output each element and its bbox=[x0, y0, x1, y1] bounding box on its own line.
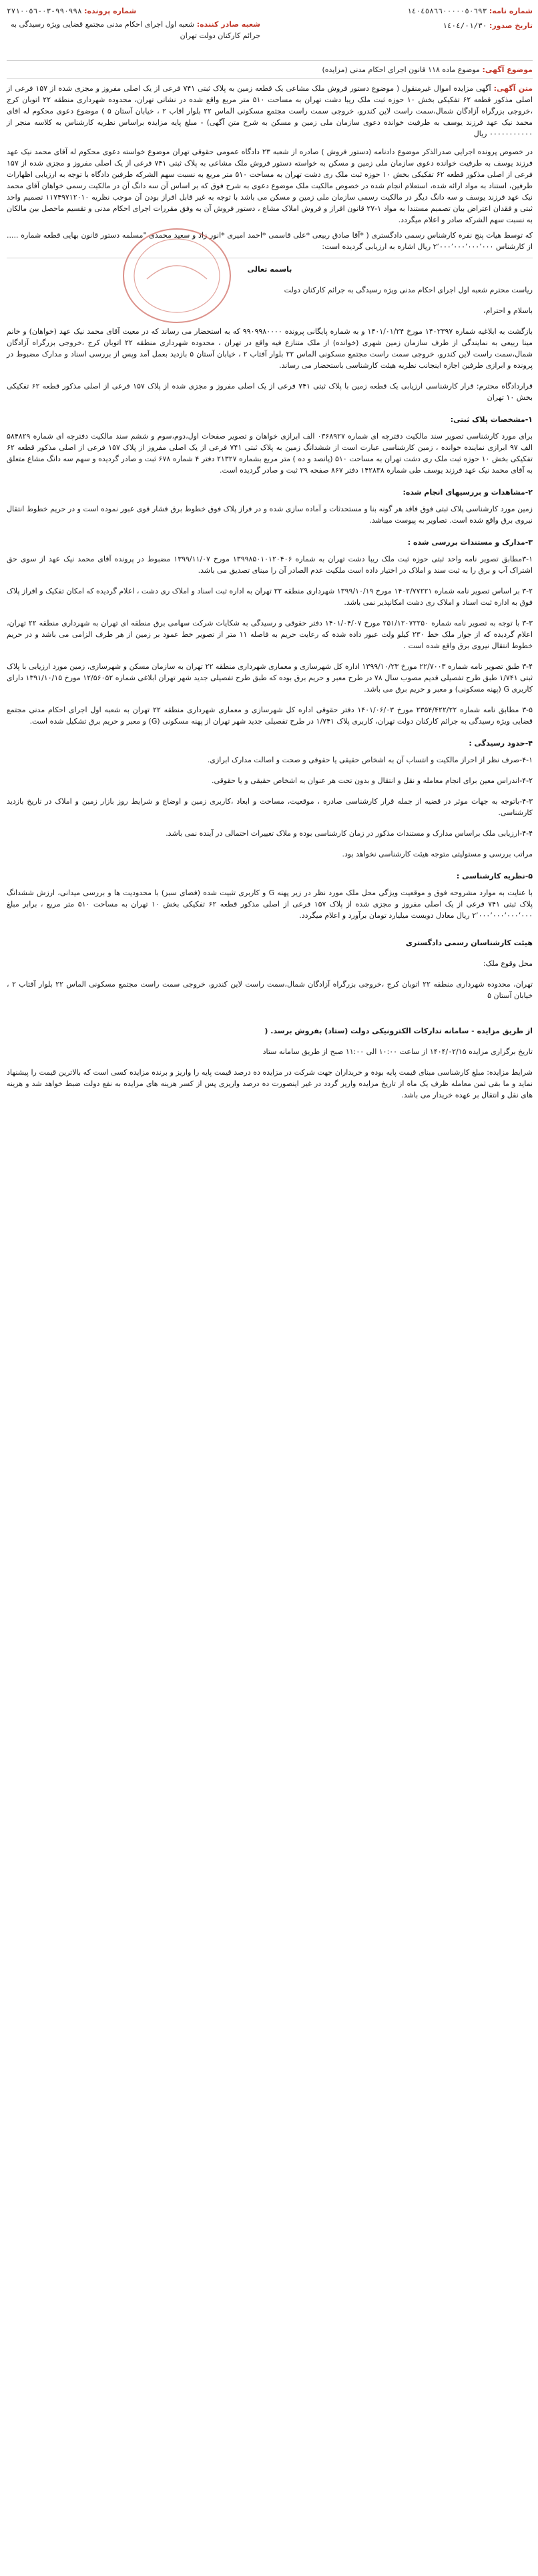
letter-number: شماره نامه: ١٤٠٤٥٨٦٦٠٠٠٠٠٥٠٦٩٣ bbox=[407, 7, 533, 15]
section-1-title: ۱-مشخصات پلاک ثبتی: bbox=[450, 415, 533, 424]
issue-date: تاریخ صدور: ١٤٠٤/٠١/٣٠ bbox=[443, 21, 533, 30]
section-3-title: ۳-مدارک و مستندات بررسی شده : bbox=[407, 538, 533, 547]
section-3-item: ۳-۴ طبق تصویر نامه شماره ۲۲/۷۰۰۳ مورخ ۱۳۹۹/۱۰/۲۳ اداره کل شهرسازی و معماری شهرداری منطقه ۲۲ تهران به سازمان مسکن و شهرسازی، زمین مورد ارزیابی با پلاک ثبتی ۱/۷۴۱ طبق طرح تفصیلی قدیم مصوب سال ۷۸ در طرح معبر و حریم برق بوده که طبق طرح تفصیلی جدید شهر تهران ابلاغی شماره ۱۲/۵۶۰۵۲ مورخ ۱۳۹۱/۱۰/۱۵ دارای کاربری G (پهنه مسکونی) و معبر و حریم برق می باشد. bbox=[7, 662, 533, 694]
issuing-branch: شعبه صادر کننده: شعبه اول اجرای احکام مدنی مجتمع قضایی ویژه رسیدگی به جرائم کارکنان دولت تهران bbox=[11, 20, 260, 40]
section-4-item: ۴-۴-ارزیابی ملک براساس مدارک و مستندات مذکور در زمان کارشناسی بوده و ملاک تغییرات احتمالی در آینده نمی باشد. bbox=[166, 829, 533, 838]
section-1-text: برای مورد کارشناسی تصویر سند مالکیت دفترچه ای شماره ۰۳۶۸۹۲۷ الف ابرازی خواهان و تصویر صفحات اول،دوم،سوم و ششم سند مالکیت دفترچه ای شماره ۵۸۴۸۲۹ الف ۹۷ ابرازی نماینده خوانده ، زمین کارشناسی عبارت است از ششدانگ زمین به پلاک ثبتی ۷۴۱ فرعی از یک اصلی مفروز از پلاک ۱۵۷ فرعی از اصلی مذکور قطعه ۶۲ تفکیکی بخش ۱۰ حوزه ثبت ملک ری دشت تهران به مساحت ۵۱۰ (پانصد و ده ) متر مربع بشماره ۲۱۳۲۷ دفتر ۴ شماره ۶۷۸ ثبت و صادر گردیده و سهم سه دانگ مشاع متعلق به آقای محمد نیک عهد فرزند یوسف طی شماره ۱۴۲۸۳۸ دفتر ۸۶۷ صفحه ۲۹ ثبت و صادر گردیده است. bbox=[7, 432, 533, 475]
official-stamp-icon bbox=[120, 226, 234, 326]
auction-line: شرایط مزایده: مبلغ کارشناسی مبنای قیمت پایه بوده و خریداران جهت شرکت در مزایده ده درصد قیمت پایه را واریز و برنده مزایده کسی است که بالاترین قیمت را پیشنهاد نماید و ما بقی ثمن معامله ظرف یک ماه از تاریخ مزایده واریز گردد در غیر اینصورت ده درصد واریزی پس از کسر هزینه های مزایده به نفع دولت ضبط خواهد شد و هزینه های نقل و انتقال بر عهده خریدار می باشد. bbox=[7, 1068, 533, 1099]
section-4-item: ۴-۱-صرف نظر از احراز مالکیت و انتساب آن به اشخاص حقیقی یا حقوقی و صحت و اصالت مدارک ابرازی. bbox=[207, 756, 533, 764]
header-row-1 bbox=[7, 4, 533, 19]
notice-lead: متن آگهی: آگهی مزایده اموال غیرمنقول ( موضوع دستور فروش ملک مشاعی یک قطعه زمین به پلاک ثبتی ۷۴۱ فرعی از یک اصلی مفروز و مجزی شده از ۱۵۷ فرعی از اصلی مذکور قطعه ۶۲ تفکیکی بخش ۱۰ حوزه ثبت ملک ریبا دشت تهران به مساحت ۵۱۰ متر مربع واقع شده در نشانی تهران، محدوده شهرداری منطقه ۲۲ اتوبان کرج ،خروجی بزرگراه آزادگان شمال،سمت راست لاین کندرو، خروجی سمت راست مجتمع مسکونی الماس ۲۲ بلوار اقاب ۲ ، خیابان آستان ۵ ) موضوع دعوی محکوم له اقای محمد نیک عهد فرزند یوسف به طرفیت خوانده دعوی سازمان ملی زمین و مسکن به شرح متن آگهی) - مبلغ پایه مزایده براساس نظریه کارشناس به کلاسه منجر از ٠٠٠٠٠٠٠٠٠٠٠ ریال در خصوص پرونده اجرایی صدرالذکر موضوع دادنامه (دستور فروش ) صادره از شعبه ۲۳ دادگاه عمومی حقوقی تهران موضوع خواسته دعوی محکوم له آقای محمد نیک عهد فرزند یوسف به طرفیت خوانده دعوی سازمان ملی زمین و مسکن به خواسته دستور فروش ملک مشاعی به پلاک ثبتی ۷۴۱ فرعی از یک اصلی مفروز و مجزی شده از ۱۵۷ فرعی از اصلی مذکور قطعه ۶۲ تفکیکی بخش ۱۰ حوزه ثبت ملک ری دشت تهران به مساحت ۵۱۰ متر مربع به نسبت سهم الشرکه طرفین دادگاه با توجه به ارزیابی اظهارات طرفین، استناد به مواد ارائه شده، استعلام انجام شده در خصوص مالکیت ملک موضوع دعوی به شرح فوق که بر اساس آن سه دانگ آن در مالکیت رسمی خواهان آقای محمد نیک عهد فرزند یوسف و سه دانگ دیگر در مالکیت رسمی سازمان ملی زمین و مسکن می باشد با توجه به غیر قابل افراز بودن آن موجب نظریه ۱۱۷۴۹۷۱۲۰۱۰ تصمیم واحد ثبتی و فقدان اعتراض بیان تصمیم مستندا به مواد ۱-۲۷ قانون افراز و فروش املاک مشاع ، دستور فروش آن به وفق مقررات اجرای احکام مدنی و تقسیم ماحصل بین مالکان به نسبت سهم الشرکه صادر و اعلام میگردد. که توسط هیات پنج نفره کارشناس رسمی دادگستری ( *آقا صادق ربیعی *علی قاسمی *احمد امیری *انور زاد و سعید محمدی "مسلمه دستور قانون بهایی قطعه شماره ..... از کارشناس ۲٬۰۰۰٬۰۰۰٬۰۰۰٬۰۰۰ ریال اشاره به ارزیابی گردیده است: bbox=[7, 83, 533, 252]
section-2-text: زمین مورد کارشناسی پلاک ثبتی فوق فاقد هر گونه بنا و مستحدثات و آماده سازی شده و در فراز پلاک فوق خطوط برق فشار قوی عبور نموده است و در حریم خطوط انتقال نیروی برق واقع شده است. تصاویر به پیوست میباشد. bbox=[7, 505, 533, 525]
report-intro: بازگشت به ابلاغیه شماره ۱۴۰۲۳۹۷ مورخ ۱۴۰۱/۰۱/۲۴ و به شماره پایگانی پرونده ٩٩٠٩٩٨٠٠٠٠ که به استحضار می رساند که در معیت آقای محمد نیک عهد (خواهان) و خانم مینا ربیعی به نمایندگی از طرف سازمان زمین شهری (خوانده) از ملک متنازع فیه واقع در تهران ، محدوده شهرداری منطقه ۲۲ اتوبان کرج ،خروجی بزرگراه آزادگان شمال،سمت راست لاین کندرو، خروجی سمت راست مجتمع مسکونی الماس ۲۲ بلوار آفتاب ۲ ، خیابان آستان ۵ بازدید بعمل آمد وپس از بررسی اسناد و مدارک مضبوط در پرونده و ابرازی طرفین اجازه اینجانب نظریه هیئت کارشناسی باستحضار می رساند. bbox=[7, 327, 533, 370]
expert-report bbox=[7, 264, 533, 1101]
section-5-text: با عنایت به موارد مشروحه فوق و موقعیت ویژگی محل ملک مورد نظر در زیر پهنه G و کاربری تثبیت شده (فضای سبز) با محدودیت ها و بررسی میدانی، ارزش ششدانگ پلاک ثبتی ۷۴۱ فرعی از یک اصلی مفروز و مجزی شده از پلاک ۱۵۷ فرعی از اصلی مذکور قطعه ۶۲ تفکیکی بخش ۱۰ تهران به مساحت ۵۱۰ متر مربع ، برابر مبلغ ۲٬۰۰۰٬۰۰۰٬۰۰۰٬۰۰۰ ریال معادل دویست میلیارد تومان برآورد و اعلام میگردد. bbox=[7, 888, 533, 920]
auction-line: تاریخ برگزاری مزایده ۱۴۰۴/۰۲/۱۵ از ساعت ۱۰:۰۰ الی ۱۱:۰۰ صبح از طریق سامانه ستاد bbox=[262, 1047, 533, 1056]
section-3-item: ۳-۵ مطابق نامه شماره ۲۳۵۴/۴۲۲/۲۲ مورخ ۱۴۰۱/۰۶/۰۳ دفتر حقوقی اداره کل شهرسازی و معماری شهرداری منطقه ۲۲ تهران به شعبه اول اجرای احکام مدنی مجتمع قضایی ویژه رسیدگی به جرائم کارکنان دولت تهران، کاربری پلاک ۱/۷۴۱ در طرح تفصیلی جدید شهر تهران از پهنه مسکونی (G) و معبر و حریم برق تشکیل شده است. bbox=[7, 706, 533, 726]
notice-paragraph-2: در خصوص پرونده اجرایی صدرالذکر موضوع دادنامه (دستور فروش ) صادره از شعبه ۲۳ دادگاه عمومی حقوقی تهران موضوع خواسته دعوی محکوم له آقای محمد نیک عهد فرزند یوسف به طرفیت خوانده دعوی سازمان ملی زمین و مسکن به خواسته دستور فروش ملک مشاعی به پلاک ثبتی ۷۴۱ فرعی از یک اصلی مفروز و مجزی شده از ۱۵۷ فرعی از اصلی مذکور قطعه ۶۲ تفکیکی بخش ۱۰ حوزه ثبت ملک ری دشت تهران به مساحت ۵۱۰ متر مربع به نسبت سهم الشرکه طرفین دادگاه با توجه به ارزیابی اظهارات طرفین، استناد به مواد ارائه شده، استعلام انجام شده در خصوص مالکیت ملک موضوع دعوی به شرح فوق که بر اساس آن سه دانگ آن در مالکیت رسمی خواهان آقای محمد نیک عهد فرزند یوسف و سه دانگ دیگر در مالکیت رسمی سازمان ملی زمین و مسکن می باشد با توجه به غیر قابل افراز بودن آن موجب نظریه ۱۱۷۴۹۷۱۲۰۱۰ تصمیم واحد ثبتی و فقدان اعتراض بیان تصمیم مستندا به مواد ۱-۲۷ قانون افراز و فروش املاک مشاع ، دستور فروش آن به وفق مقررات اجرای احکام مدنی و تقسیم ماحصل بین مالکان به نسبت سهم الشرکه صادر و اعلام میگردد. bbox=[7, 148, 533, 224]
subject-line: موضوع آگهی: موضوع ماده ۱۱۸ قانون اجرای احکام مدنی (مزایده) bbox=[7, 61, 533, 79]
section-3-item: ۳-۲ بر اساس تصویر نامه شماره ۱۴۰۲/۷۷۲۲۱ مورخ ۱۳۹۹/۱۰/۱۹ شهرداری منطقه ۲۲ تهران به اداره ثبت اسناد و املاک ری دشت ، اعلام گردیده که امکان تفکیک و افراز پلاک فوق به اداره ثبت اسناد و املاک ری دشت امکانپذیر نمی باشد. bbox=[7, 587, 533, 607]
salutation: باسلام و احترام، bbox=[483, 306, 533, 315]
section-4-title: ۴-حدود رسیدگی : bbox=[469, 739, 533, 748]
auction-title: از طریق مزایده - سامانه تدارکات الکترونیکی دولت (ستاد) بفروش برسد. ( bbox=[264, 1027, 533, 1035]
header bbox=[7, 4, 533, 61]
case-number: شماره پرونده: ٩٩٠٩٩٨-٠٣-٢٧١٠٠٥٦ bbox=[7, 7, 137, 15]
greeting: باسمه تعالی bbox=[247, 265, 292, 274]
signature-block bbox=[7, 937, 533, 1001]
section-3-item: ۳-۱مطابق تصویر نامه واحد ثبتی حوزه ثبت ملک ریبا دشت تهران به شماره ۱۳۹۹۸۵۰۱۰۱۲۰۴۰۶ مورخ ۱۳۹۹/۱۱/۰۷ مضبوط در پرونده آقای محمد نیک عهد از سوی حق اشتراک آب و برق را به ثبت سند و املاک در اختیار داده است ملکیت عدم الصادر آن را مبنای تصدیق می باشد. bbox=[7, 555, 533, 575]
court-order: قراردادگاه محترم: قرار کارشناسی ارزیابی یک قطعه زمین با پلاک ثبتی ۷۴۱ فرعی از یک اصلی مفروز و مجزی شده از پلاک ۱۵۷ فرعی از اصلی مذکور قطعه ۶۲ تفکیکی بخش ۱۰ تهران bbox=[7, 382, 533, 402]
signature-line: هیئت کارشناسان رسمی دادگستری bbox=[405, 939, 533, 947]
section-5-title: ۵-نظریه کارشناسی : bbox=[456, 872, 533, 880]
header-row-2 bbox=[7, 19, 533, 41]
notice-paragraph-3: که توسط هیات پنج نفره کارشناس رسمی دادگستری ( *آقا صادق ربیعی *علی قاسمی *احمد امیری *انور زاد و سعید محمدی "مسلمه دستور قانون بهایی قطعه شماره ..... از کارشناس ۲٬۰۰۰٬۰۰۰٬۰۰۰٬۰۰۰ ریال اشاره به ارزیابی گردیده است: bbox=[7, 231, 533, 251]
signature-line: تهران، محدوده شهرداری منطقه ۲۲ اتوبان کرج ،خروجی بزرگراه آزادگان شمال،سمت راست لاین کندرو، خروجی سمت راست مجتمع مسکونی الماس ۲۲ بلوار آفتاب ۲ ، خیابان آستان ۵ bbox=[7, 980, 533, 1000]
section-4-item: ۴-۳-باتوجه به جهات موثر در قضیه از جمله قرار کارشناسی صادره ، موقعیت، مساحت و ابعاد ،کاربری زمین و اوضاع و شرایط روز بازار زمین و املاک در تاریخ بازدید کارشناسی. bbox=[7, 797, 533, 817]
section-2-title: ۲-مشاهدات و بررسیهای انجام شده: bbox=[402, 488, 533, 497]
section-3-item: ۳-۳ با توجه به تصویر نامه شماره ۲۵۱/۱۲۰۷۲۲۵۰ مورخ ۱۴۰۱/۰۴/۰۷ دفتر حقوقی و رسیدگی به شکایات شرکت سهامی برق منطقه ای تهران به شهرداری منطقه ۲۲ تهران، اعلام گردیده که از جوار ملک خط ۲۳۰ کیلو ولت عبور داده شده که رعایت حریم به فاصله ۱۱ متر از تصویر خط عمود بر زمین از هر طرف الزامی می باشد و در حریم خطوط انتقال نیروی برق واقع شده است . bbox=[7, 619, 533, 650]
section-4-item: ۴-۲-اندراس معین برای انجام معامله و نقل و انتقال و بدون تحت هر عنوان به اشخاص حقیقی و یا حقوقی. bbox=[211, 776, 533, 785]
notice-paragraph-1: آگهی مزایده اموال غیرمنقول ( موضوع دستور فروش ملک مشاعی یک قطعه زمین به پلاک ثبتی ۷۴۱ فرعی از یک اصلی مفروز و مجزی شده از ۱۵۷ فرعی از اصلی مذکور قطعه ۶۲ تفکیکی بخش ۱۰ حوزه ثبت ملک ریبا دشت تهران به مساحت ۵۱۰ متر مربع واقع شده در نشانی تهران، محدوده شهرداری منطقه ۲۲ اتوبان کرج ،خروجی بزرگراه آزادگان شمال،سمت راست لاین کندرو، خروجی سمت راست مجتمع مسکونی الماس ۲۲ بلوار اقاب ۲ ، خیابان آستان ۵ ) موضوع دعوی محکوم له اقای محمد نیک عهد فرزند یوسف به طرفیت خوانده دعوی سازمان ملی زمین و مسکن به شرح متن آگهی) - مبلغ پایه مزایده براساس نظریه کارشناس به کلاسه منجر از ٠٠٠٠٠٠٠٠٠٠٠ ریال bbox=[7, 84, 533, 138]
recipient: ریاست محترم شعبه اول اجرای احکام مدنی ویژه رسیدگی به جرائم کارکنان دولت bbox=[284, 286, 533, 294]
section-4-note: مراتب بررسی و مستولیتی متوجه هیئت کارشناسی نخواهد بود. bbox=[342, 850, 533, 858]
signature-line: محل وقوع ملک: bbox=[483, 959, 533, 968]
